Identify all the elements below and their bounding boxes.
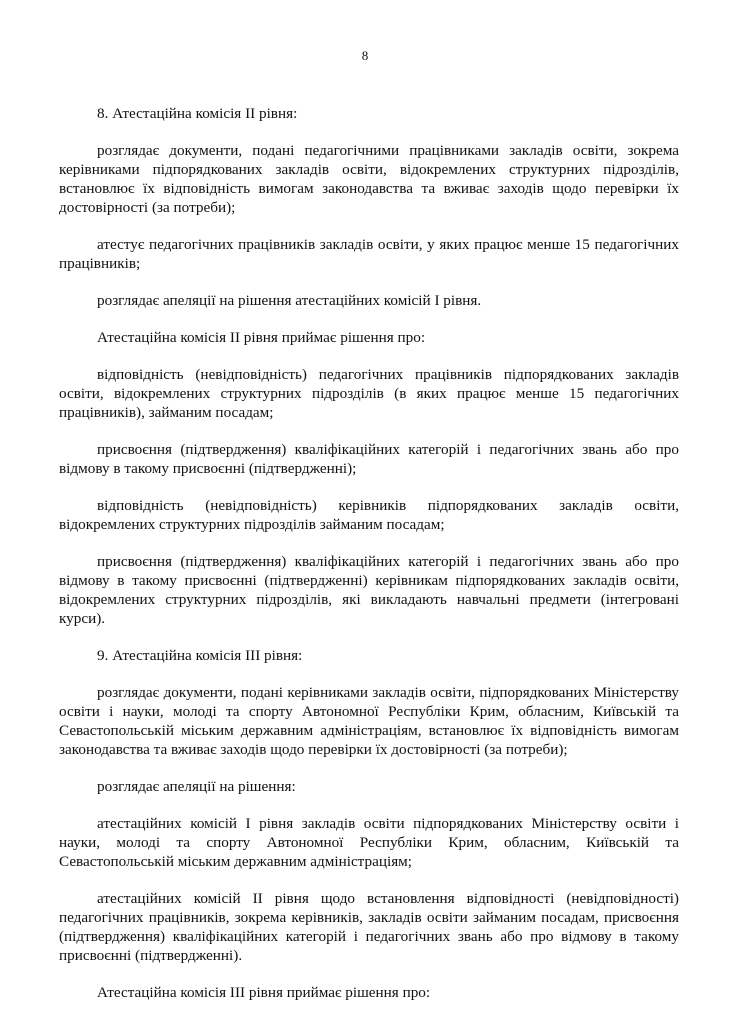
paragraph: розглядає документи, подані керівниками закладів освіти, підпорядкованих Міністерству освіти і науки, молоді та спорту Автономної Республіки Крим, обласним, Київській та Севастопольській міським державним адміністраціям, встановлює їх відповідність вимогам законодавства та вживає заходів щодо перевірки їх достовірності (за потреби); bbox=[59, 684, 679, 758]
paragraph: розглядає апеляції на рішення: bbox=[97, 778, 296, 795]
paragraph: атестаційних комісій II рівня щодо встановлення відповідності (невідповідності) педагогічних працівників, зокрема керівників, закладів освіти займаним посадам, присвоєння (підтвердження) кваліфікаційних категорій і педагогічних звань або про відмову в такому присвоєнні (підтвердженні). bbox=[59, 890, 679, 964]
paragraph: присвоєння (підтвердження) кваліфікаційних категорій і педагогічних звань або про відмову в такому присвоєнні (підтвердженні) керівникам підпорядкованих закладів освіти, відокремлених структурних підрозділів, які викладають навчальні предмети (інтегровані курси). bbox=[59, 553, 679, 627]
paragraph: атестує педагогічних працівників закладів освіти, у яких працює менше 15 педагогічних працівників; bbox=[59, 236, 679, 272]
page-number: 8 bbox=[361, 48, 369, 63]
paragraph: атестаційних комісій I рівня закладів освіти підпорядкованих Міністерству освіти і науки, молоді та спорту Автономної Республіки Крим, обласним, Київській та Севастопольській міським державним адміністраціям; bbox=[59, 815, 679, 870]
paragraph: Атестаційна комісія II рівня приймає рішення про: bbox=[97, 329, 426, 346]
section-heading-8: 8. Атестаційна комісія II рівня: bbox=[97, 105, 298, 122]
paragraph: відповідність (невідповідність) керівників підпорядкованих закладів освіти, відокремлених структурних підрозділів займаним посадам; bbox=[59, 497, 679, 533]
document-body bbox=[59, 104, 679, 1020]
paragraph: присвоєння (підтвердження) кваліфікаційних категорій і педагогічних звань або про відмову в такому присвоєнні (підтвердженні); bbox=[59, 441, 679, 477]
paragraph: Атестаційна комісія III рівня приймає рішення про: bbox=[97, 984, 431, 1001]
paragraph: розглядає апеляції на рішення атестаційних комісій I рівня. bbox=[97, 292, 482, 309]
section-heading-9: 9. Атестаційна комісія III рівня: bbox=[97, 647, 303, 664]
paragraph: розглядає документи, подані педагогічними працівниками закладів освіти, зокрема керівниками підпорядкованих закладів освіти, відокремлених структурних підрозділів, встановлює їх відповідність вимогам законодавства та вживає заходів щодо перевірки їх достовірності (за потреби); bbox=[59, 142, 679, 216]
paragraph: відповідність (невідповідність) педагогічних працівників підпорядкованих закладів освіти, відокремлених структурних підрозділів (в яких працює менше 15 педагогічних працівників), займаним посадам; bbox=[59, 366, 679, 421]
